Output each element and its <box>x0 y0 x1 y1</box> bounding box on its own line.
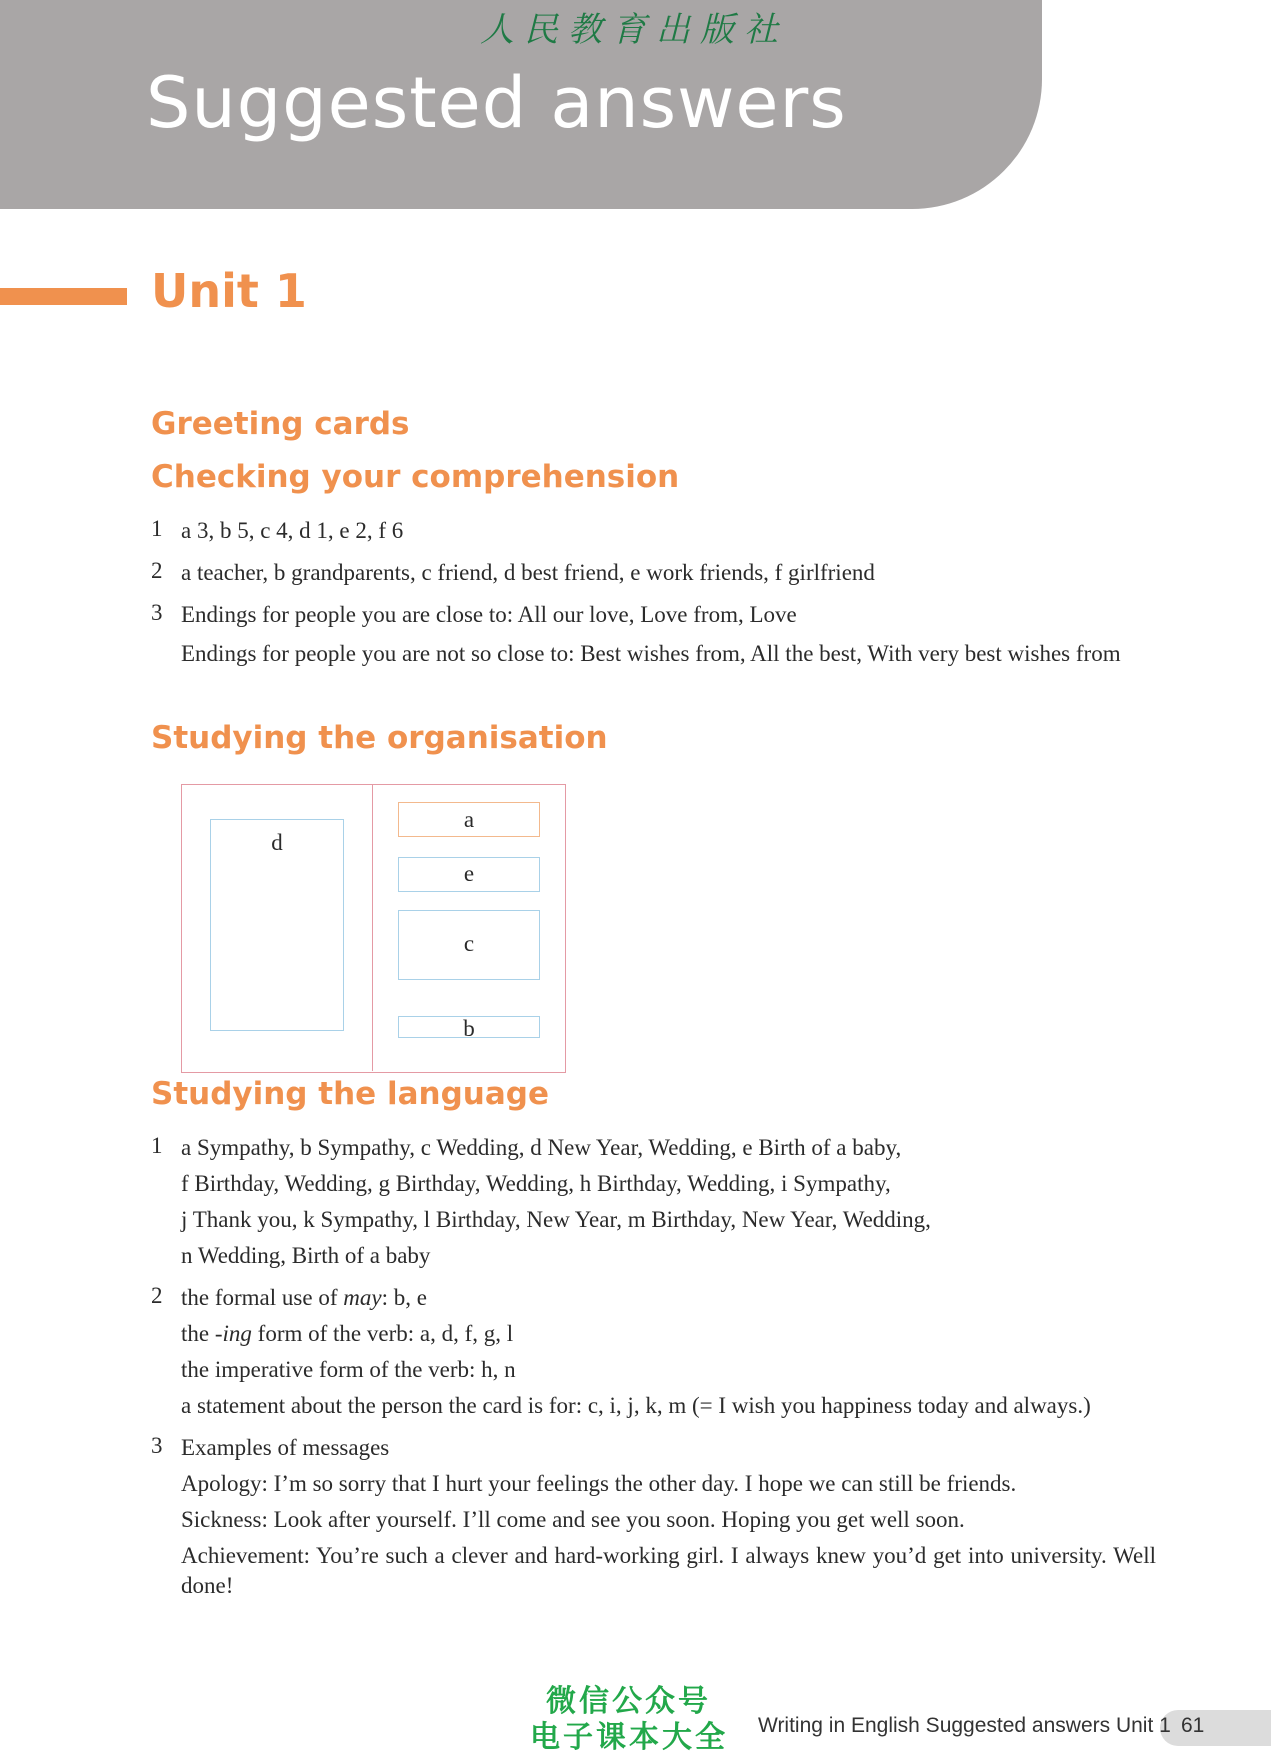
item-number: 1 <box>151 516 163 541</box>
section-checking-comprehension: Checking your comprehension <box>151 459 680 495</box>
section-greeting-cards: Greeting cards <box>151 406 410 442</box>
answer-line: j Thank you, k Sympathy, l Birthday, New Year, m Birthday, New Year, Wedding, <box>181 1207 931 1232</box>
page-number: 61 <box>1181 1714 1205 1737</box>
section-studying-language: Studying the language <box>151 1076 550 1112</box>
answer-line: Endings for people you are close to: All our love, Love from, Love <box>181 602 797 627</box>
card-fold-line <box>372 785 373 1071</box>
answer-line: Sickness: Look after yourself. I’ll come and see you soon. Hoping you get well soon. <box>181 1507 965 1532</box>
answer-line: a statement about the person the card is for: c, i, j, k, m (= I wish you happiness today and always.) <box>181 1393 1091 1418</box>
answer-line: a 3, b 5, c 4, d 1, e 2, f 6 <box>181 518 404 543</box>
footer-running-title: Writing in English Suggested answers Unit 1 <box>758 1714 1171 1737</box>
publisher-logo: 人民教育出版社 <box>480 10 788 50</box>
unit-accent-bar <box>0 288 127 305</box>
answer-line: f Birthday, Wedding, g Birthday, Wedding, h Birthday, Wedding, i Sympathy, <box>181 1171 891 1196</box>
answer-line: Apology: I’m so sorry that I hurt your feelings the other day. I hope we can still be friends. <box>181 1471 1017 1496</box>
footer-page-tab <box>1160 1710 1271 1746</box>
card-box-a: a <box>398 802 540 837</box>
answer-line: a Sympathy, b Sympathy, c Wedding, d New Year, Wedding, e Birth of a baby, <box>181 1135 902 1160</box>
answer-line: Examples of messages <box>181 1435 390 1460</box>
answer-line: a teacher, b grandparents, c friend, d best friend, e work friends, f girlfriend <box>181 560 875 585</box>
item-number: 3 <box>151 1433 163 1458</box>
item-number: 2 <box>151 558 163 583</box>
watermark-line2: 电子课本大全 <box>530 1720 728 1755</box>
unit-title: Unit 1 <box>151 264 307 318</box>
card-box-b: b <box>398 1016 540 1038</box>
answer-line: n Wedding, Birth of a baby <box>181 1243 431 1268</box>
answer-line: the formal use of may: b, e <box>181 1285 427 1310</box>
item-number: 1 <box>151 1133 163 1158</box>
answer-paragraph: Endings for people you are not so close to: Best wishes from, All the best, With very best wishes from <box>181 641 1121 666</box>
item-number: 3 <box>151 600 163 625</box>
answer-line: the -ing form of the verb: a, d, f, g, l <box>181 1321 514 1346</box>
card-box-e: e <box>398 857 540 892</box>
answer-line: the imperative form of the verb: h, n <box>181 1357 516 1382</box>
section-studying-organisation: Studying the organisation <box>151 720 608 756</box>
card-box-c: c <box>398 910 540 980</box>
watermark-line1: 微信公众号 <box>546 1684 711 1719</box>
item-number: 2 <box>151 1283 163 1308</box>
card-layout-diagram <box>181 784 566 1073</box>
card-box-d: d <box>210 819 344 1031</box>
page-title: Suggested answers <box>146 62 847 144</box>
answer-paragraph: Achievement: You’re such a clever and hard-working girl. I always knew you’d get into university. Well done! <box>181 1543 1156 1598</box>
